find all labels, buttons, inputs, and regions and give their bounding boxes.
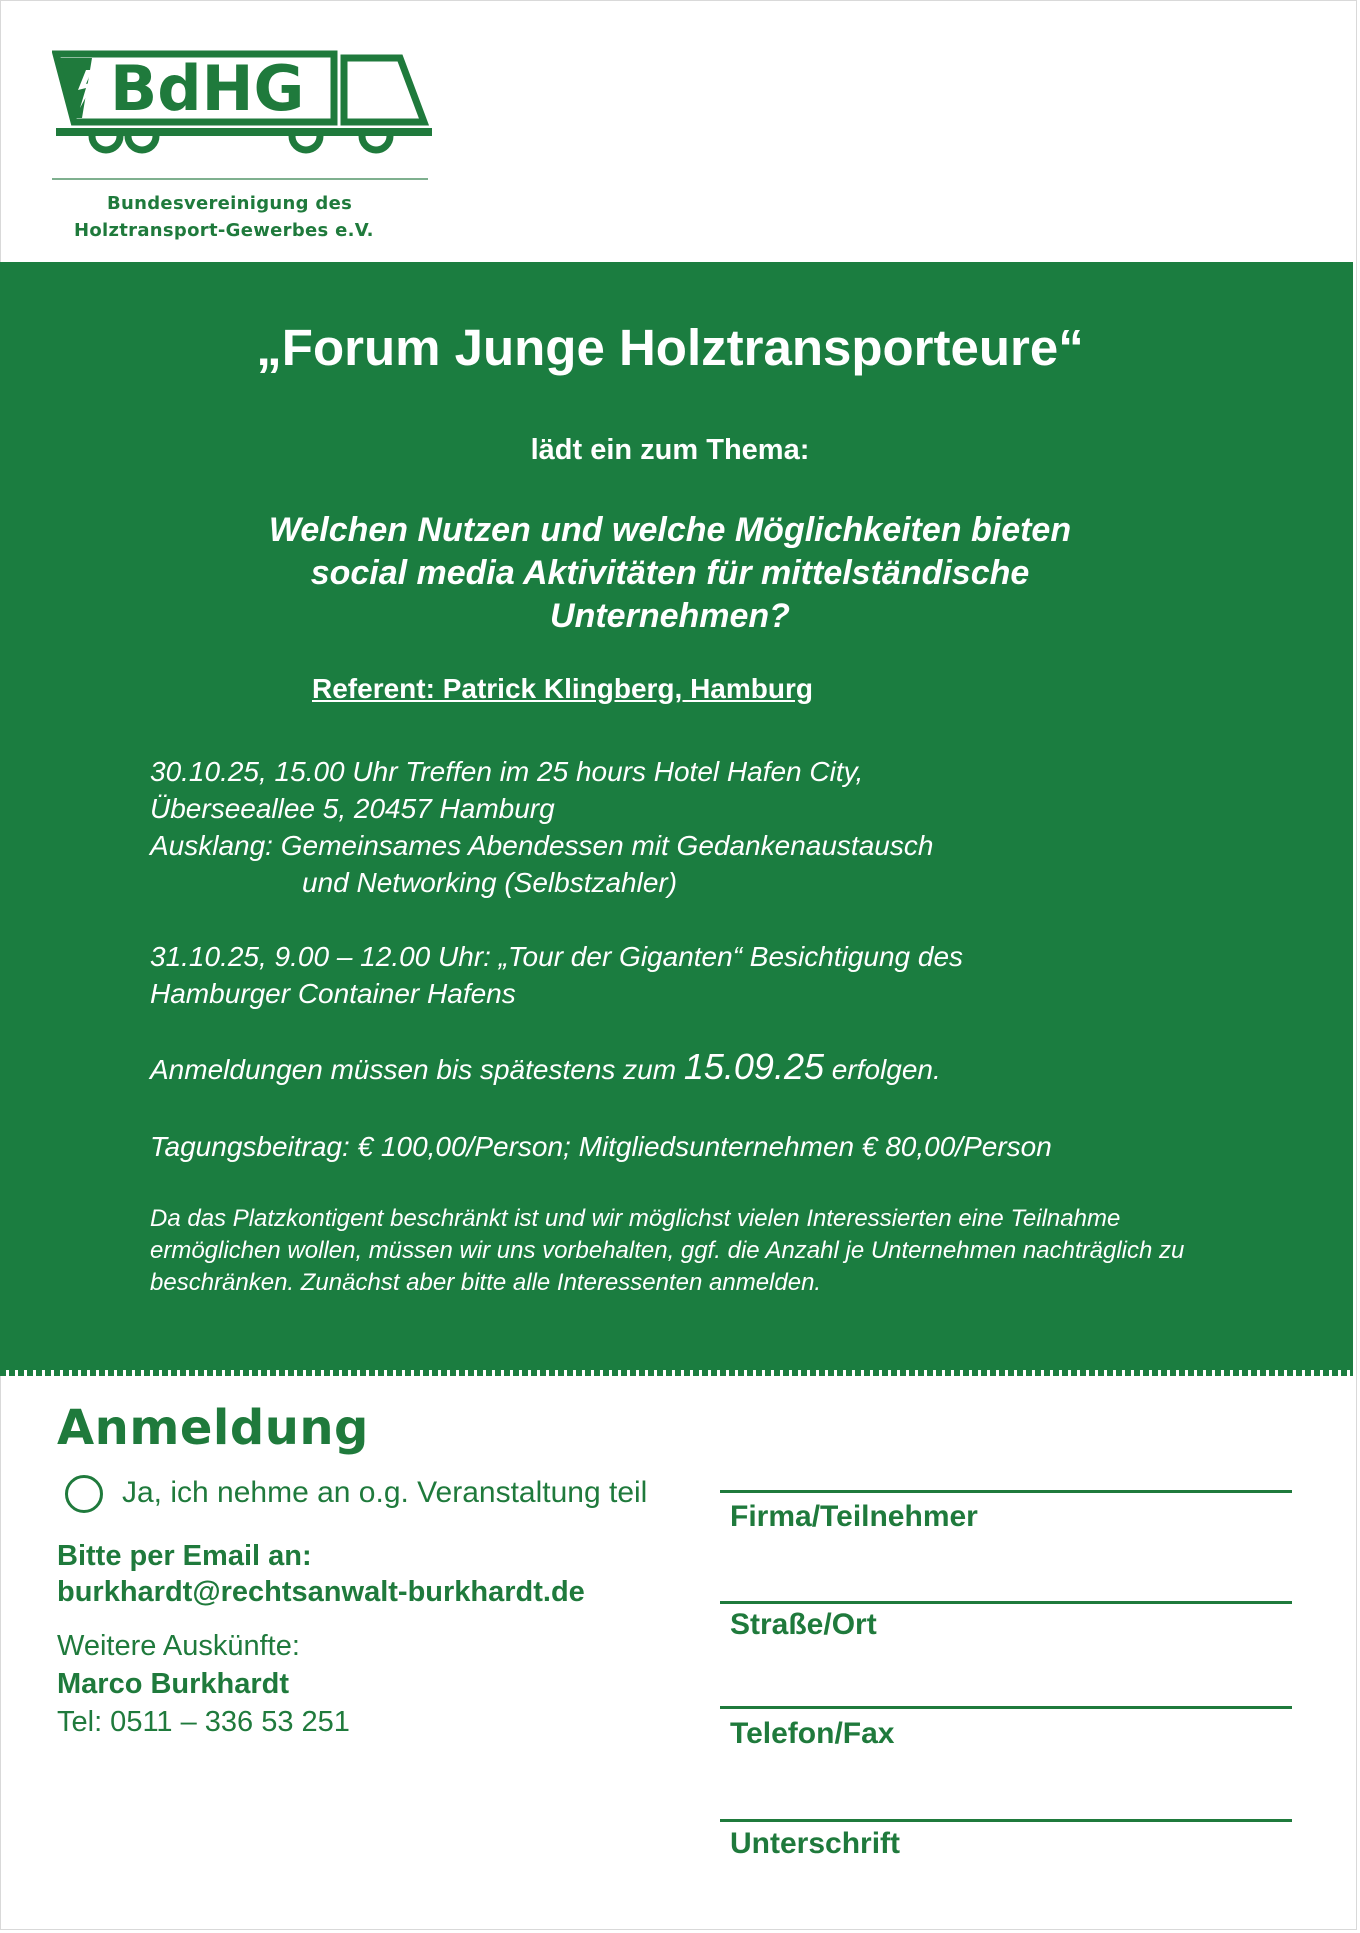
- day1-line: Überseeallee 5, 20457 Hamburg: [150, 793, 555, 824]
- company-field-label: Firma/Teilnehmer: [730, 1500, 978, 1533]
- fee-line: Tagungsbeitrag: € 100,00/Person; Mitgliedsunternehmen € 80,00/Person: [150, 1131, 1052, 1162]
- signature-field-line[interactable]: [720, 1819, 1292, 1822]
- deadline-date: 15.09.25: [683, 1046, 824, 1087]
- topic-line: Welchen Nutzen und welche Möglichkeiten bieten: [268, 511, 1072, 549]
- event-topic: [170, 509, 1170, 638]
- invite-line: lädt ein zum Thema:: [530, 434, 810, 466]
- attend-radio-label: Ja, ich nehme an o.g. Veranstaltung teil: [122, 1476, 648, 1509]
- deadline-text: Anmeldungen müssen bis spätestens zum: [150, 1054, 684, 1085]
- event-title: „Forum Junge Holztransporteure“: [256, 319, 1084, 376]
- email-heading: Bitte per Email an:: [57, 1540, 312, 1572]
- topic-line: social media Aktivitäten für mittelständische: [310, 554, 1030, 592]
- day1-line: Ausklang: Gemeinsames Abendessen mit Gedankenaustausch: [150, 830, 934, 861]
- day2-line: Hamburger Container Hafens: [150, 978, 516, 1009]
- truck-logo-icon: [52, 50, 432, 180]
- deadline-text-end: erfolgen.: [824, 1054, 941, 1085]
- registration-deadline: [150, 1048, 941, 1088]
- logo-text-line1: Bundesvereinigung des: [107, 193, 353, 214]
- info-heading: Weitere Auskünfte:: [57, 1630, 300, 1662]
- email-link[interactable]: burkhardt@rechtsanwalt-burkhardt.de: [57, 1576, 585, 1608]
- address-field-line[interactable]: [720, 1601, 1292, 1604]
- company-field-line[interactable]: [720, 1490, 1292, 1493]
- day1-line: und Networking (Selbstzahler): [302, 867, 678, 898]
- topic-line: Unternehmen?: [550, 597, 790, 635]
- logo-text-line2: Holztransport-Gewerbes e.V.: [74, 220, 374, 241]
- phone-field-label: Telefon/Fax: [730, 1717, 895, 1750]
- day1-line: 30.10.25, 15.00 Uhr Treffen im 25 hours Hotel Hafen City,: [150, 756, 864, 787]
- contact-name: Marco Burkhardt: [57, 1668, 290, 1700]
- day2-line: 31.10.25, 9.00 – 12.00 Uhr: „Tour der Giganten“ Besichtigung des: [150, 941, 964, 972]
- speaker-line: Referent: Patrick Klingberg, Hamburg: [312, 673, 813, 704]
- logo-wordmark: BdHG: [110, 52, 305, 125]
- address-field-label: Straße/Ort: [730, 1608, 877, 1641]
- day1-schedule: [150, 753, 933, 901]
- phone-field-line[interactable]: [720, 1706, 1292, 1709]
- registration-title: Anmeldung: [57, 1400, 369, 1456]
- signature-field-label: Unterschrift: [730, 1827, 901, 1860]
- bdhg-logo: [52, 50, 432, 250]
- contact-phone: Tel: 0511 – 336 53 251: [57, 1706, 350, 1738]
- panel-perforated-edge: [0, 1370, 1353, 1376]
- attend-radio[interactable]: [65, 1475, 103, 1513]
- capacity-note: Da das Platzkontigent beschränkt ist und wir möglichst vielen Interessierten eine Teilnahme ermöglichen wollen, müssen wir uns vorbehalten, ggf. die Anzahl je Unternehmen nachträglich zu beschränken. Zunächst aber bitte alle Interessenten anmelden.: [150, 1205, 1185, 1296]
- day2-schedule: [150, 938, 963, 1012]
